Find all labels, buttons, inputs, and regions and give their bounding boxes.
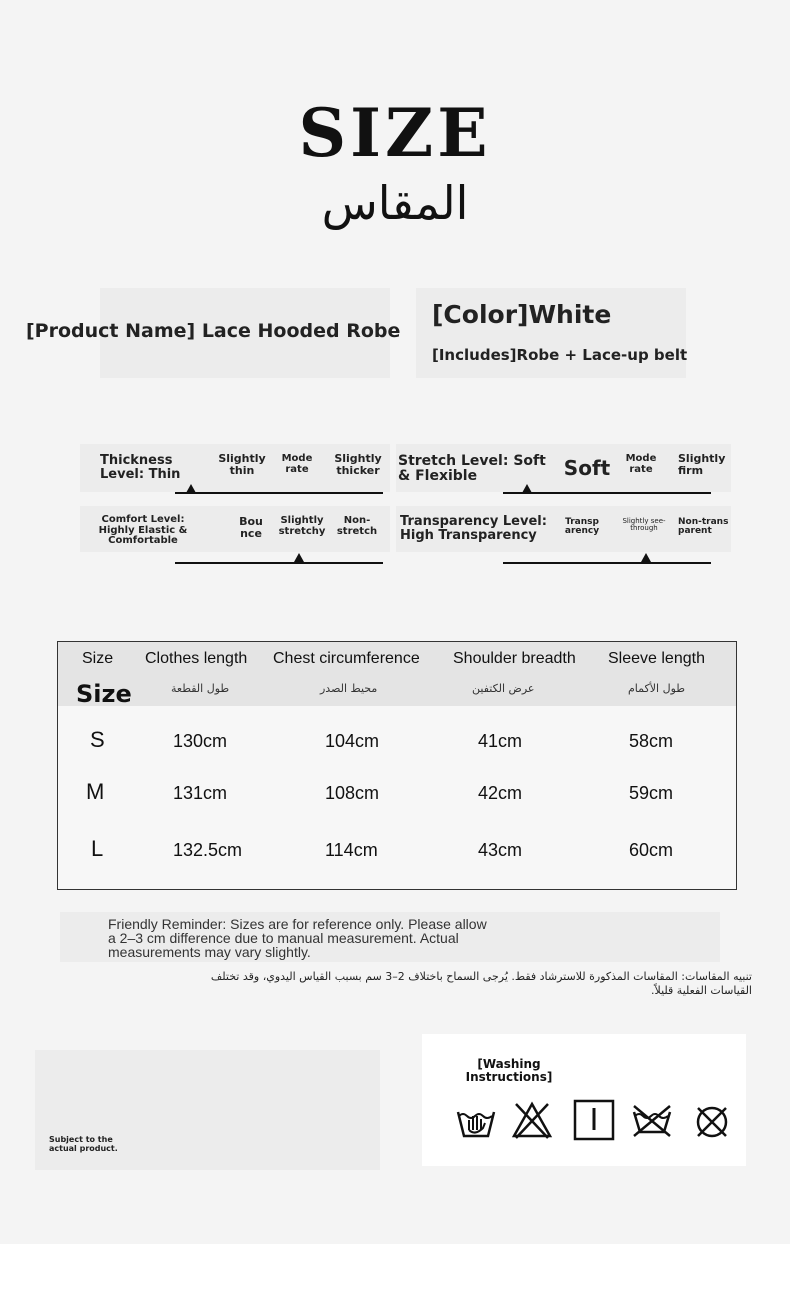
table-cell-size: L [91, 836, 104, 861]
thickness-option: Slightly thicker [334, 452, 382, 477]
comfort-option: Slightly stretchy [278, 515, 326, 537]
hand-wash-icon [454, 1098, 498, 1142]
column-header-shoulder: Shoulder breadth [453, 650, 576, 667]
scale-title-line: High Transparency [400, 528, 537, 544]
comfort-scale-marker [294, 553, 304, 562]
subject-note: Subject to the actual product. [49, 1135, 118, 1153]
table-cell: 41cm [478, 731, 523, 751]
column-header-arabic: عرض الكتفين [472, 682, 535, 695]
table-cell: 108cm [325, 783, 380, 803]
transparency-option: Transp arency [564, 517, 600, 537]
washing-instructions-panel [422, 1034, 746, 1166]
scale-title-line: Transparency Level: [400, 514, 547, 529]
size-reminder: Friendly Reminder: Sizes are for reference only. Please allow a 2–3 cm difference due to manual measurement. Actual measurements may vary slightly. [108, 916, 487, 960]
table-cell: 59cm [629, 783, 674, 803]
stretch-option: Slightly firm [678, 452, 726, 477]
transparency-option: Non-trans parent [678, 517, 729, 537]
comfort-option: Non- stretch [336, 515, 378, 537]
table-cell: 104cm [325, 731, 380, 751]
table-cell: 132.5cm [173, 840, 243, 860]
scale-title-line: Level: Thin [100, 467, 181, 483]
comfort-option: Bou nce [239, 515, 263, 540]
product-includes: [Includes]Robe + Lace-up belt [432, 346, 688, 364]
transparency-scale-track [503, 562, 711, 564]
page-title-arabic: المقاس [321, 176, 469, 230]
do-not-iron-icon [630, 1098, 674, 1142]
table-cell: 130cm [173, 731, 228, 751]
table-cell: 43cm [478, 840, 523, 860]
scale-title-line: Comfort Level: [101, 514, 185, 525]
column-header-sleeve: Sleeve length [608, 650, 705, 667]
stretch-option: Mode rate [625, 453, 657, 475]
stretch-scale-marker [522, 484, 532, 493]
stretch-option: Soft [563, 456, 611, 480]
comfort-scale-track [175, 562, 383, 564]
table-cell: 60cm [629, 840, 674, 860]
stretch-scale-title [398, 454, 546, 485]
footer-band [0, 1244, 790, 1289]
product-color: [Color]White [432, 300, 612, 329]
comfort-scale-title [88, 515, 198, 547]
page-title: SIZE [298, 94, 492, 172]
tumble-dry-icon [572, 1098, 616, 1142]
table-cell-size: M [86, 779, 105, 804]
thickness-scale-title [100, 454, 180, 483]
size-label-large: Size [76, 680, 132, 708]
scale-title-line: Stretch Level: Soft [398, 453, 546, 469]
column-header-clothes-length: Clothes length [145, 650, 248, 667]
column-header-arabic: طول الأكمام [628, 682, 686, 695]
size-reminder-arabic: تنبيه المقاسات: المقاسات المذكورة للاسترشاد فقط. يُرجى السماح باختلاف 2–3 سم بسبب القياس اليدوي، وقد تختلف القياسات الفعلية قليلاً. [210, 970, 752, 997]
table-cell: 114cm [325, 840, 378, 860]
thickness-option: Mode rate [281, 453, 313, 475]
transparency-option: Slightly see-through [622, 517, 666, 533]
size-table [57, 641, 737, 890]
thickness-scale-track [175, 492, 383, 494]
column-header-chest: Chest circumference [273, 650, 420, 667]
table-cell-size: S [90, 727, 105, 752]
thickness-option: Slightly thin [218, 452, 266, 477]
do-not-bleach-icon [510, 1098, 554, 1142]
stretch-scale-track [503, 492, 711, 494]
column-header-arabic: محيط الصدر [320, 682, 378, 695]
do-not-dry-clean-icon [690, 1098, 734, 1142]
scale-title-line: & Flexible [398, 468, 478, 485]
product-name: [Product Name] Lace Hooded Robe [26, 320, 401, 342]
transparency-scale-title [400, 515, 547, 544]
scale-title-line: Thickness [100, 453, 173, 468]
column-header-arabic: طول القطعة [171, 682, 230, 695]
scale-title-line: Highly Elastic & [98, 524, 188, 536]
table-cell: 58cm [629, 731, 674, 751]
washing-instructions-title: [Washing Instructions] [465, 1057, 553, 1084]
column-header-size: Size [82, 650, 114, 667]
transparency-scale-marker [641, 553, 651, 562]
table-cell: 42cm [478, 783, 523, 803]
table-cell: 131cm [173, 783, 228, 803]
scale-title-line: Comfortable [108, 535, 178, 546]
thickness-scale-marker [186, 484, 196, 493]
